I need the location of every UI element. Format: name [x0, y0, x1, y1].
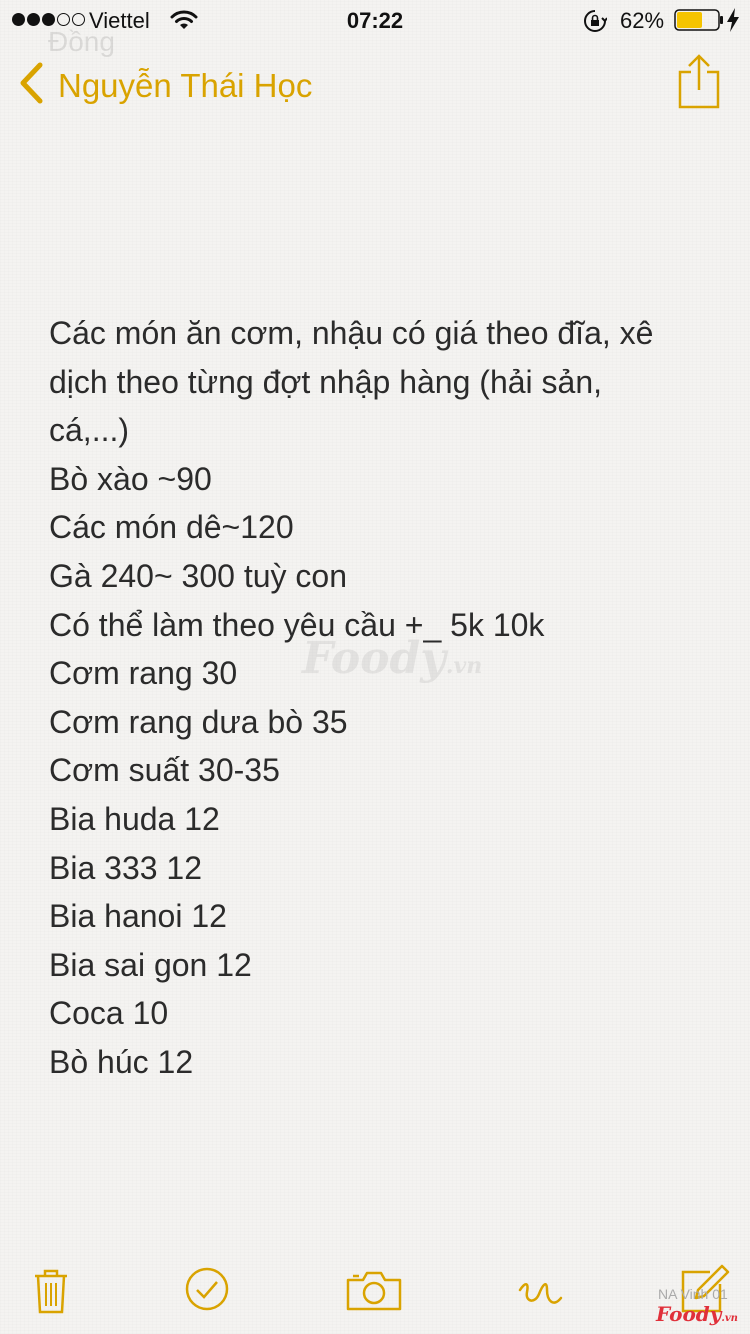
chevron-left-icon — [18, 62, 44, 109]
note-line: cá,...) — [49, 412, 130, 449]
watermark-suffix: .vn — [445, 653, 483, 679]
note-line: Cơm rang dưa bò 35 — [49, 703, 348, 740]
battery-icon — [674, 9, 724, 37]
note-line: Bia 333 12 — [49, 849, 203, 886]
checklist-button[interactable] — [184, 1266, 230, 1317]
ghost-previous-title: Đồng — [48, 26, 115, 57]
note-line: Bò xào ~90 — [49, 460, 212, 497]
note-line: Coca 10 — [49, 995, 169, 1032]
battery-percent: 62% — [620, 8, 665, 33]
trash-icon — [33, 1301, 69, 1318]
note-line: Gà 240~ 300 tuỳ con — [49, 557, 347, 594]
clock: 07:22 — [346, 8, 404, 33]
checkmark-circle-icon — [184, 1299, 230, 1316]
navigation-bar — [0, 40, 750, 130]
share-button[interactable] — [676, 54, 722, 115]
note-line: Bia huda 12 — [49, 800, 220, 837]
note-line: Cơm suất 30-35 — [49, 752, 280, 789]
note-line: Có thể làm theo yêu cầu +_ 5k 10k — [49, 606, 545, 643]
note-line: Bia hanoi 12 — [49, 898, 227, 935]
status-bar — [0, 0, 750, 40]
carrier-name: Viettel — [89, 8, 150, 33]
back-button[interactable] — [18, 62, 312, 109]
charging-icon — [726, 8, 740, 38]
note-line: Các món dê~120 — [49, 509, 294, 546]
foody-logo-suffix: .vn — [721, 1313, 738, 1324]
rotation-lock-icon — [583, 9, 607, 39]
back-label: Nguyễn Thái Học — [58, 66, 313, 104]
sketch-button[interactable] — [517, 1268, 565, 1317]
note-line: Cơm rang 30 — [49, 655, 238, 692]
camera-button[interactable] — [345, 1268, 403, 1317]
delete-button[interactable] — [33, 1268, 69, 1319]
watermark-brand: Foody — [302, 633, 446, 684]
note-line: Bia sai gon 12 — [49, 946, 252, 983]
foody-logo — [656, 1302, 738, 1326]
note-line: Các món ăn cơm, nhậu có giá theo đĩa, xê — [49, 315, 654, 351]
note-body[interactable] — [49, 309, 709, 1087]
note-line: Bò húc 12 — [49, 1043, 194, 1080]
foody-logo-text: Foody — [656, 1302, 722, 1326]
share-icon — [676, 97, 722, 114]
sketch-icon — [517, 1299, 565, 1316]
camera-icon — [345, 1299, 403, 1316]
photo-credit: NA Vinh 01 — [658, 1286, 728, 1302]
bottom-toolbar — [0, 1250, 750, 1334]
note-line: dịch theo từng đợt nhập hàng (hải sản, — [49, 363, 603, 400]
